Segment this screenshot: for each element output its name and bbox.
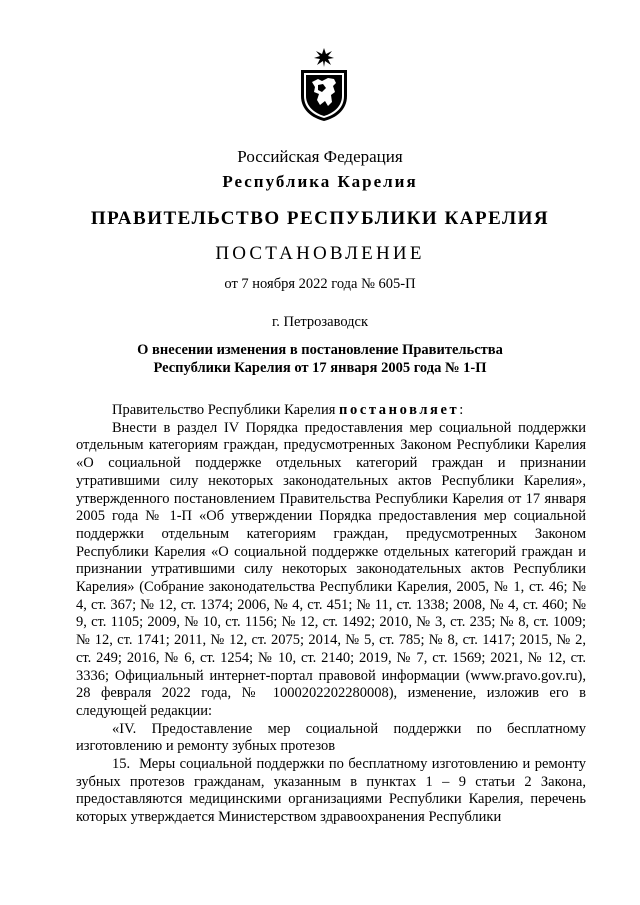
document-date-number: от 7 ноября 2022 года № 605-П [224, 276, 416, 292]
subject-line-2: Республики Карелия от 17 января 2005 года № 1-П [153, 360, 487, 376]
document-subject [0, 341, 640, 377]
karelia-coat-of-arms-icon [298, 48, 350, 122]
intro-verb: постановляет [339, 402, 460, 418]
intro-paragraph [76, 402, 586, 420]
intro-suffix: : [459, 402, 464, 418]
document-city: г. Петрозаводск [271, 314, 369, 330]
government-title: ПРАВИТЕЛЬСТВО РЕСПУБЛИКИ КАРЕЛИЯ [90, 208, 550, 229]
country-name: Российская Федерация [237, 147, 403, 166]
republic-name: Республика Карелия [222, 172, 418, 191]
body-paragraph-1: Внести в раздел IV Порядка предоставления мер социальной поддержки отдельным категориям граждан, предусмотренных Законом Республики Карелия «О социальной поддержке отдельных категорий граждан и признании утратившими силу некоторых законодательных актов Республики Карелия», утвержденного постановлением Правительства Республики Карелия от 17 января 2005 года № 1-П «Об утверждении Порядка предоставления мер социальной поддержки отдельным категориям граждан, предусмотренных Законом Республики Карелия «О социальной поддержке отдельных категорий граждан и признании утратившими силу некоторых законодательных актов Республики Карелия» (Собрание законодательства Республики Карелия, 2005, № 1, ст. 46; № 4, ст. 367; № 12, ст. 1374; 2006, № 4, ст. 451; № 11, ст. 1338; 2008, № 4, ст. 460; № 9, ст. 1105; 2009, № 10, ст. 1156; № 12, ст. 1492; 2010, № 3, ст. 235; № 8, ст. 1009; № 12, ст. 1741; 2011, № 12, ст. 2075; 2014, № 5, ст. 785; № 8, ст. 1417; 2015, № 2, ст. 249; 2016, № 6, ст. 1254; № 10, ст. 2140; 2019, № 7, ст. 1569; 2021, № 12, ст. 3336; Официальный интернет-портал правовой информации (www.pravo.gov.ru), 28 февраля 2022 года, № 1000202202280008), изменение, изложив его в следующей редакции: [76, 419, 586, 719]
document-body [76, 402, 586, 827]
body-paragraph-2: «IV. Предоставление мер социальной поддержки по бесплатному изготовлению и ремонту зубных протезов [76, 720, 586, 755]
subject-line-1: О внесении изменения в постановление Правительства [137, 342, 503, 358]
document-type: ПОСТАНОВЛЕНИЕ [215, 243, 425, 264]
body-paragraph-3: 15. Меры социальной поддержки по бесплатному изготовлению и ремонту зубных протезов гражданам, указанным в пунктах 1 – 9 статьи 2 Закона, предоставляются медицинскими организациями Республики Карелия, перечень которых утверждается Министерством здравоохранения Республики [76, 756, 586, 826]
intro-prefix: Правительство Республики Карелия [112, 402, 340, 418]
